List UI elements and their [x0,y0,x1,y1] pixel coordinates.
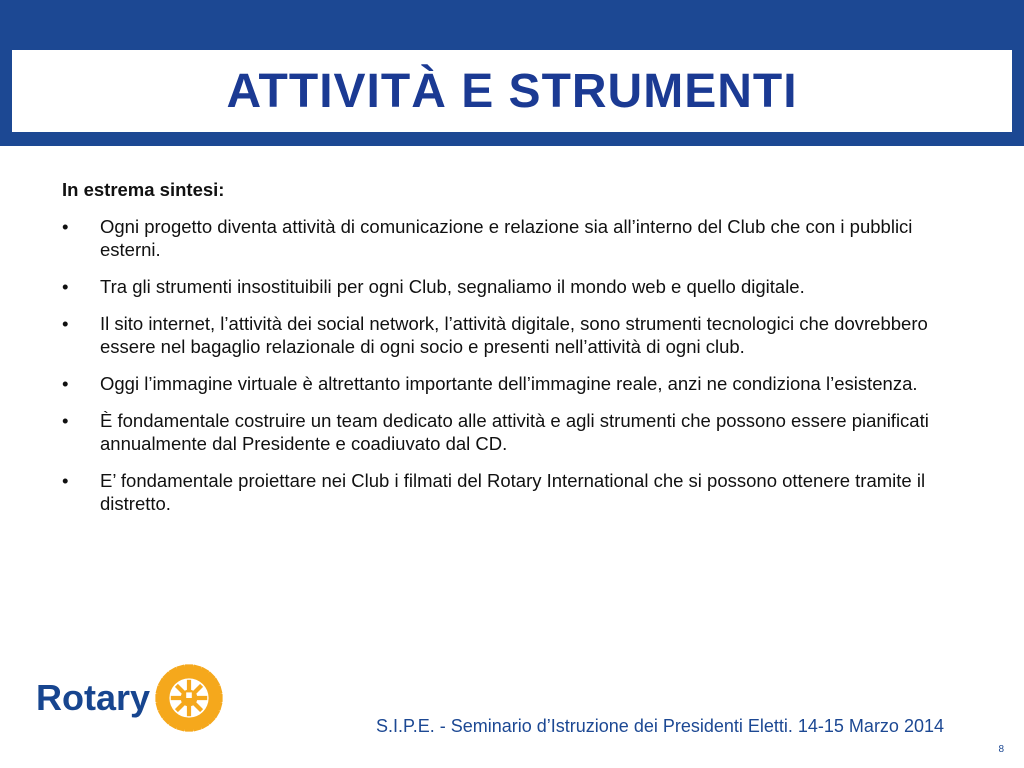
slide-content [62,178,962,529]
intro-text: In estrema sintesi: [62,179,225,200]
bullet-item [62,409,962,455]
bullet-text: E’ fondamentale proiettare nei Club i filmati del Rotary International che si possono ottenere tramite il distretto. [100,470,926,514]
bullet-item [62,275,962,298]
logo-text: Rotary [36,677,151,718]
bullet-item [62,469,962,515]
bullet-icon: • [62,410,69,431]
bullet-icon: • [62,216,69,237]
bullet-text: Tra gli strumenti insostituibili per ogni Club, segnaliamo il mondo web e quello digitale. [100,276,805,297]
footer-text: S.I.P.E. - Seminario d’Istruzione dei Presidenti Eletti. 14-15 Marzo 2014 [376,716,944,736]
bullet-text: È fondamentale costruire un team dedicato alle attività e agli strumenti che possono essere pianificati annualmente dal Presidente e coadiuvato dal CD. [100,410,929,454]
bullet-icon: • [62,373,69,394]
bullet-item [62,312,962,358]
bullet-text: Ogni progetto diventa attività di comunicazione e relazione sia all’interno del Club che con i pubblici esterni. [100,216,913,260]
page-number: 8 [998,744,1004,755]
bullet-icon: • [62,470,69,491]
bullet-text: Il sito internet, l’attività dei social network, l’attività digitale, sono strumenti tecnologici che dovrebbero essere nel bagaglio relazionale di ogni socio e presenti nell’attività di ogni club. [100,313,928,357]
bullet-icon: • [62,276,69,297]
slide-title: ATTIVITÀ E STRUMENTI [226,64,798,118]
bullet-item [62,372,962,395]
bullet-list [62,215,962,515]
rotary-wheel-icon [154,663,224,733]
bullet-item [62,215,962,261]
rotary-logo [36,662,226,734]
title-box [12,50,1012,132]
bullet-icon: • [62,313,69,334]
bullet-text: Oggi l’immagine virtuale è altrettanto importante dell’immagine reale, anzi ne condiziona l’esistenza. [100,373,918,394]
